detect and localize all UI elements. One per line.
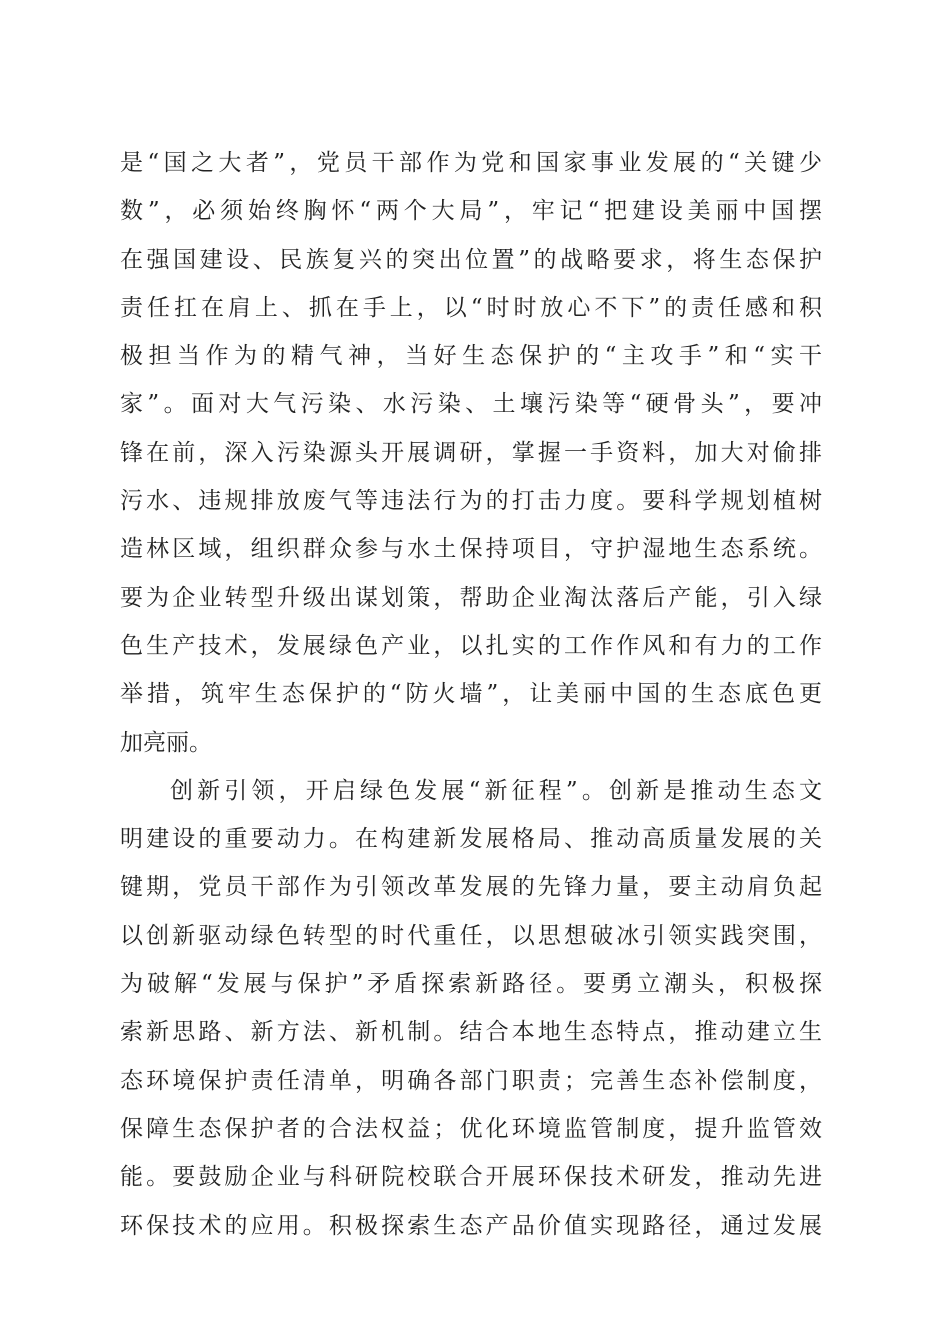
text-line: 锋在前，深入污染源头开展调研，掌握一手资料，加大对偷排 bbox=[120, 439, 822, 466]
text-line: 是“国之大者”，党员干部作为党和国家事业发展的“关键少 bbox=[120, 150, 822, 176]
text-line: 要为企业转型升级出谋划策，帮助企业淘汰落后产能，引入绿 bbox=[120, 584, 822, 611]
text-line: 索新思路、新方法、新机制。结合本地生态特点，推动建立生 bbox=[120, 1019, 822, 1046]
text-line: 家”。面对大气污染、水污染、土壤污染等“硬骨头”，要冲 bbox=[120, 391, 822, 418]
text-line: 能。要鼓励企业与科研院校联合开展环保技术研发，推动先进 bbox=[120, 1164, 822, 1191]
text-line: 键期，党员干部作为引领改革发展的先锋力量，要主动肩负起 bbox=[120, 874, 822, 901]
text-line: 明建设的重要动力。在构建新发展格局、推动高质量发展的关 bbox=[120, 826, 822, 853]
paragraph-end-line: 加亮丽。 bbox=[120, 729, 212, 756]
body-text bbox=[120, 139, 822, 1250]
text-line: 色生产技术，发展绿色产业，以扎实的工作作风和有力的工作 bbox=[120, 632, 822, 659]
text-line: 责任扛在肩上、抓在手上，以“时时放心不下”的责任感和积 bbox=[120, 294, 822, 321]
text-line: 态环境保护责任清单，明确各部门职责；完善生态补偿制度， bbox=[120, 1067, 822, 1094]
text-line: 举措，筑牢生态保护的“防火墙”，让美丽中国的生态底色更 bbox=[120, 681, 822, 708]
text-line: 环保技术的应用。积极探索生态产品价值实现路径，通过发展 bbox=[120, 1212, 822, 1239]
text-line: 极担当作为的精气神，当好生态保护的“主攻手”和“实干 bbox=[120, 343, 822, 370]
text-line: 在强国建设、民族复兴的突出位置”的战略要求，将生态保护 bbox=[120, 246, 822, 273]
text-line: 造林区域，组织群众参与水土保持项目，守护湿地生态系统。 bbox=[120, 536, 822, 563]
text-line: 保障生态保护者的合法权益；优化环境监管制度，提升监管效 bbox=[120, 1115, 822, 1142]
text-line: 为破解“发展与保护”矛盾探索新路径。要勇立潮头，积极探 bbox=[120, 971, 822, 998]
text-line: 以创新驱动绿色转型的时代重任，以思想破冰引领实践突围， bbox=[120, 922, 822, 949]
text-line: 数”，必须始终胸怀“两个大局”，牢记“把建设美丽中国摆 bbox=[120, 198, 822, 225]
text-line: 污水、违规排放废气等违法行为的打击力度。要科学规划植树 bbox=[120, 488, 822, 515]
paragraph-start-line: 创新引领，开启绿色发展“新征程”。创新是推动生态文 bbox=[170, 777, 822, 804]
